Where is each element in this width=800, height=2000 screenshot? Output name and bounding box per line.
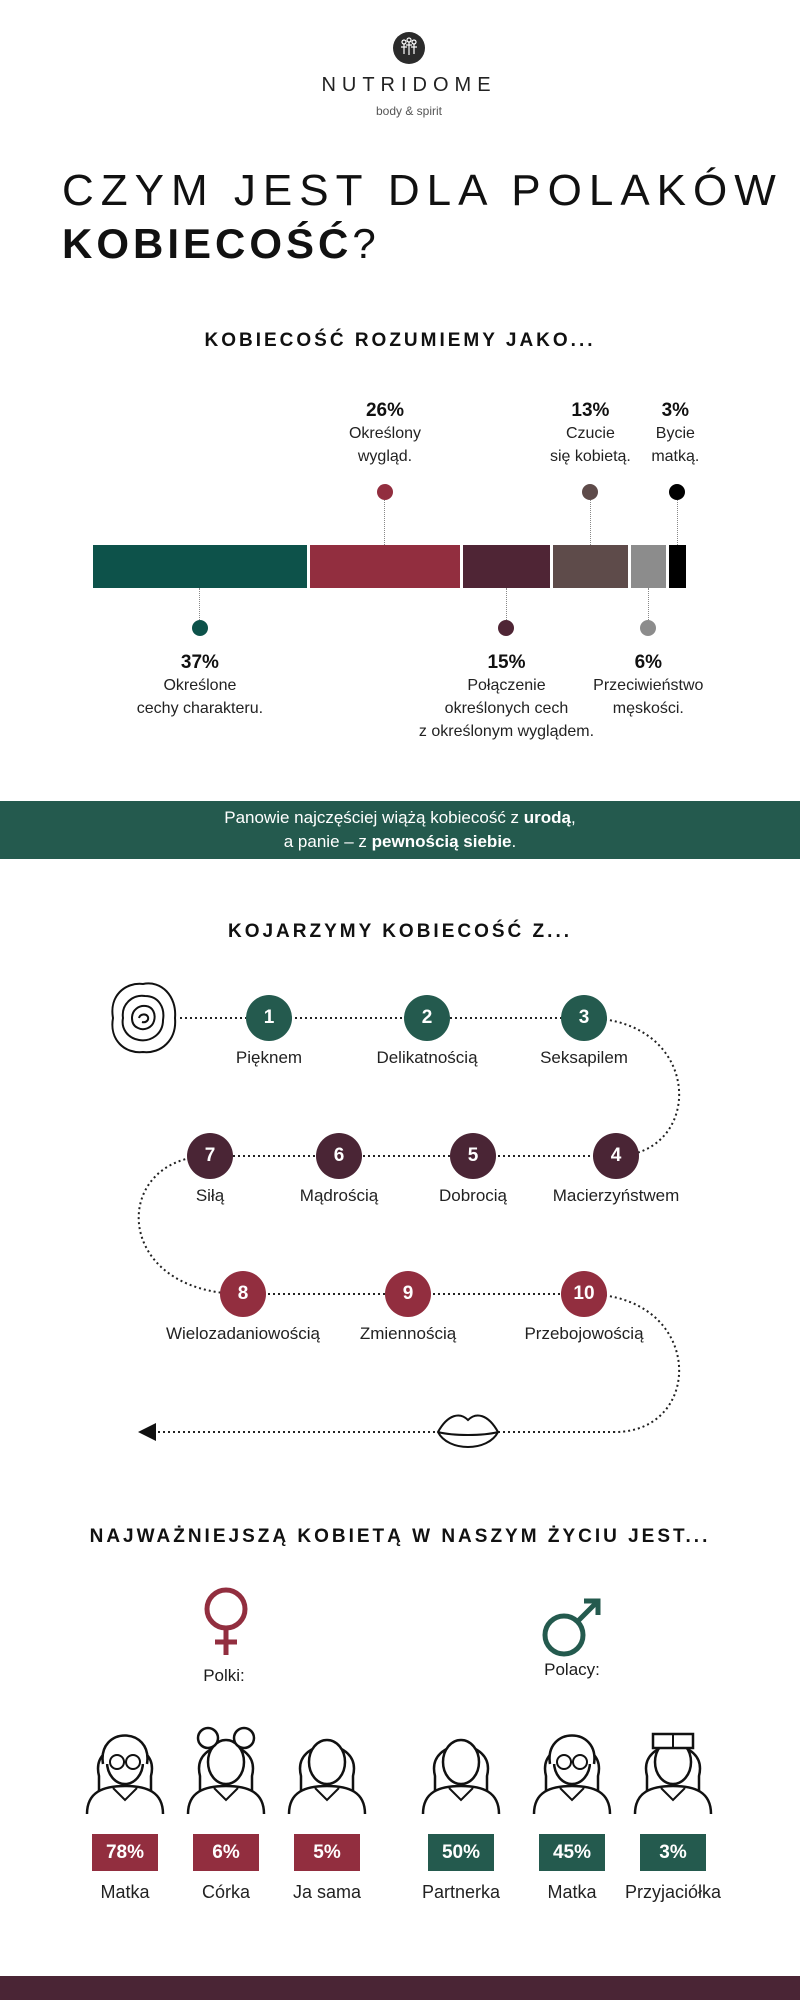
bar-marker-dot-5 — [640, 620, 656, 636]
bar-label-text: Bycie — [655, 425, 695, 442]
person-avatar-icon — [282, 1706, 372, 1821]
section3-heading: NAJWAŻNIEJSZĄ KOBIETĄ W NASZYM ŻYCIU JEST... — [89, 1526, 711, 1547]
person-avatar-icon — [181, 1706, 271, 1821]
men-label: Polacy: — [544, 1660, 600, 1679]
brand-tagline: body & spirit — [375, 104, 443, 118]
bar-percent: 13% — [571, 400, 610, 421]
association-node-2: 2 — [404, 995, 450, 1041]
brand-name: NUTRIDOME — [321, 74, 497, 96]
bar-marker-dot-3 — [498, 620, 514, 636]
association-node-10: 10 — [561, 1271, 607, 1317]
association-node-4: 4 — [593, 1133, 639, 1179]
association-node-7: 7 — [187, 1133, 233, 1179]
bar-marker-dot-4 — [582, 484, 598, 500]
banner-line1-bold: urodą — [523, 808, 572, 827]
banner-line2-text: a panie – z — [283, 832, 372, 851]
association-label-8: Wielozadaniowością — [165, 1324, 321, 1343]
female-symbol-icon — [200, 1585, 256, 1657]
bar-leader-line-4 — [590, 500, 591, 545]
person-avatar-icon — [527, 1706, 617, 1821]
bar-label-text: wygląd. — [357, 448, 413, 465]
association-label-5: Dobrocią — [438, 1186, 508, 1205]
bar-segment-5 — [631, 545, 666, 588]
rose-icon — [112, 983, 175, 1052]
section2-heading: KOJARZYMY KOBIECOŚĆ Z... — [227, 921, 572, 942]
bar-label-text: matką. — [651, 448, 700, 465]
association-label-3: Seksapilem — [540, 1048, 628, 1067]
arrow-left-icon — [138, 1423, 156, 1441]
association-label-10: Przebojowością — [524, 1324, 644, 1343]
men-percent-badge-2: 45% — [539, 1834, 605, 1871]
footer-bar — [0, 1976, 800, 2000]
page-title-line2 — [62, 220, 380, 268]
bar-leader-line-3 — [506, 588, 507, 620]
bar-percent: 15% — [487, 652, 526, 673]
bar-percent: 37% — [180, 652, 219, 673]
bar-label-text: Określone — [163, 677, 237, 694]
association-label-2: Delikatnością — [376, 1048, 478, 1067]
men-person-label-1: Partnerka — [421, 1882, 501, 1902]
association-node-5: 5 — [450, 1133, 496, 1179]
bar-segment-2 — [310, 545, 460, 588]
brand-logo-icon — [393, 32, 425, 64]
bar-segment-6 — [669, 545, 686, 588]
bar-marker-dot-6 — [669, 484, 685, 500]
association-node-9: 9 — [385, 1271, 431, 1317]
banner-line1-text: Panowie najczęściej wiążą kobiecość z — [224, 808, 524, 827]
association-node-1: 1 — [246, 995, 292, 1041]
person-avatar-icon — [628, 1706, 718, 1821]
bar-label-text: Przeciwieństwo — [593, 677, 704, 694]
bar-label-text: męskości. — [612, 700, 684, 717]
male-symbol-icon — [540, 1595, 604, 1659]
bar-label-text: Połączenie — [467, 677, 546, 694]
bar-label-text: Określony — [348, 425, 422, 442]
bar-label-1 — [100, 652, 300, 720]
banner-line1-post: , — [571, 808, 576, 827]
association-node-8: 8 — [220, 1271, 266, 1317]
women-person-label-1: Matka — [100, 1882, 150, 1902]
bar-percent: 6% — [634, 652, 663, 673]
bar-label-text: określonych cech — [444, 700, 569, 717]
women-percent-badge-1: 78% — [92, 1834, 158, 1871]
association-label-7: Siłą — [195, 1186, 225, 1205]
banner-line2-bold: pewnością siebie — [371, 832, 512, 851]
bar-label-5 — [548, 652, 748, 720]
association-node-3: 3 — [561, 995, 607, 1041]
section1-heading: KOBIECOŚĆ ROZUMIEMY JAKO... — [204, 330, 596, 351]
bar-label-2 — [285, 400, 485, 468]
association-label-6: Mądrością — [299, 1186, 379, 1205]
women-label: Polki: — [203, 1666, 245, 1685]
bar-label-text: Czucie — [565, 425, 615, 442]
association-label-9: Zmiennością — [359, 1324, 457, 1343]
bar-segment-4 — [553, 545, 628, 588]
women-percent-badge-3: 5% — [294, 1834, 360, 1871]
page-title-line1: CZYM JEST DLA POLAKÓW — [62, 166, 783, 215]
bar-segment-1 — [93, 545, 307, 588]
men-percent-badge-3: 3% — [640, 1834, 706, 1871]
women-person-label-2: Córka — [201, 1882, 250, 1902]
association-label-1: Pięknem — [235, 1048, 303, 1067]
men-person-label-2: Matka — [547, 1882, 597, 1902]
person-avatar-icon — [80, 1706, 170, 1821]
women-person-label-3: Ja sama — [292, 1882, 362, 1902]
men-percent-badge-1: 50% — [428, 1834, 494, 1871]
bar-label-text: cechy charakteru. — [136, 700, 264, 717]
bar-label-6 — [575, 400, 775, 468]
men-person-label-3: Przyjaciółka — [624, 1882, 722, 1902]
association-node-6: 6 — [316, 1133, 362, 1179]
page-title-bold: KOBIECOŚĆ — [62, 220, 353, 267]
gender-insight-banner — [0, 801, 800, 859]
bar-segment-3 — [463, 545, 550, 588]
bar-leader-line-6 — [677, 500, 678, 545]
association-path — [0, 960, 800, 1460]
banner-line2-post: . — [511, 832, 517, 851]
bar-percent: 3% — [661, 400, 690, 421]
bar-label-text: z określonym wyglądem. — [418, 723, 595, 740]
bar-marker-dot-2 — [377, 484, 393, 500]
bar-marker-dot-1 — [192, 620, 208, 636]
bar-leader-line-1 — [199, 588, 200, 620]
bar-leader-line-5 — [648, 588, 649, 620]
lips-icon — [438, 1416, 498, 1447]
women-percent-badge-2: 6% — [193, 1834, 259, 1871]
bar-leader-line-2 — [384, 500, 385, 545]
association-label-4: Macierzyństwem — [552, 1186, 680, 1205]
bar-label-text: się kobietą. — [549, 448, 631, 465]
page-title-suffix: ? — [352, 220, 380, 267]
person-avatar-icon — [416, 1706, 506, 1821]
bar-percent: 26% — [365, 400, 405, 421]
